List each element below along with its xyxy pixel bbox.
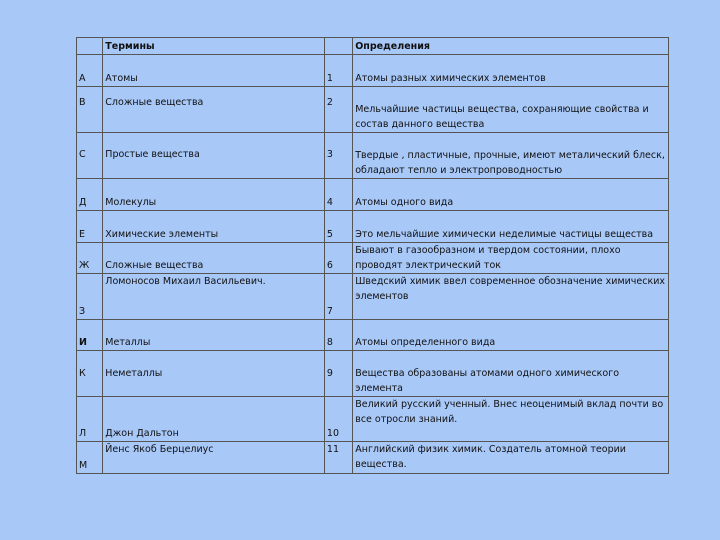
row-term: Неметаллы: [103, 351, 325, 397]
table-row: [77, 211, 669, 243]
row-definition: Твердые , пластичные, прочные, имеют металический блеск, обладают тепло и электропроводностью: [353, 133, 669, 179]
row-definition: Мельчайшие частицы вещества, сохраняющие свойства и состав данного вещества: [353, 87, 669, 133]
table-row: [77, 442, 669, 474]
row-letter: А: [77, 55, 103, 87]
table-row: [77, 274, 669, 320]
row-term: Ломоносов Михаил Васильевич.: [103, 274, 325, 320]
row-number: 5: [324, 211, 352, 243]
row-number: 6: [324, 243, 352, 274]
row-definition: Английский физик химик. Создатель атомной теории вещества.: [353, 442, 669, 474]
table-row: [77, 55, 669, 87]
header-num-cell: [324, 38, 352, 55]
row-term: Простые вещества: [103, 133, 325, 179]
row-number: 11: [324, 442, 352, 474]
row-definition: Атомы определенного вида: [353, 320, 669, 351]
row-letter: З: [77, 274, 103, 320]
row-letter: Д: [77, 179, 103, 211]
row-term: Йенс Якоб Берцелиус: [103, 442, 325, 474]
row-term: Металлы: [103, 320, 325, 351]
row-definition: Атомы разных химических элементов: [353, 55, 669, 87]
row-number: 9: [324, 351, 352, 397]
terms-table: [76, 37, 669, 474]
row-definition: Атомы одного вида: [353, 179, 669, 211]
header-letter-cell: [77, 38, 103, 55]
row-number: 2: [324, 87, 352, 133]
row-term: Молекулы: [103, 179, 325, 211]
row-letter: И: [77, 320, 103, 351]
row-definition: Это мельчайшие химически неделимые частицы вещества: [353, 211, 669, 243]
row-definition: Шведский химик ввел современное обозначение химических элементов: [353, 274, 669, 320]
row-term: Джон Дальтон: [103, 397, 325, 442]
row-letter: Е: [77, 211, 103, 243]
row-term: Химические элементы: [103, 211, 325, 243]
table-header-row: [77, 38, 669, 55]
table-row: [77, 179, 669, 211]
row-number: 8: [324, 320, 352, 351]
row-letter: К: [77, 351, 103, 397]
header-definitions: Определения: [353, 38, 669, 55]
row-number: 3: [324, 133, 352, 179]
header-terms: Термины: [103, 38, 325, 55]
table-row: [77, 351, 669, 397]
row-letter: Ж: [77, 243, 103, 274]
table-row: [77, 87, 669, 133]
table-row: [77, 243, 669, 274]
row-definition: Великий русский ученный. Внес неоценимый вклад почти во все отросли знаний.: [353, 397, 669, 442]
row-number: 10: [324, 397, 352, 442]
row-number: 1: [324, 55, 352, 87]
row-letter: С: [77, 133, 103, 179]
row-number: 7: [324, 274, 352, 320]
table-row: [77, 320, 669, 351]
row-definition: Вещества образованы атомами одного химического элемента: [353, 351, 669, 397]
row-letter: М: [77, 442, 103, 474]
table-row: [77, 133, 669, 179]
row-number: 4: [324, 179, 352, 211]
row-letter: В: [77, 87, 103, 133]
row-term: Сложные вещества: [103, 243, 325, 274]
row-term: Сложные вещества: [103, 87, 325, 133]
row-definition: Бывают в газообразном и твердом состоянии, плохо проводят электрический ток: [353, 243, 669, 274]
table-row: [77, 397, 669, 442]
row-letter: Л: [77, 397, 103, 442]
row-term: Атомы: [103, 55, 325, 87]
